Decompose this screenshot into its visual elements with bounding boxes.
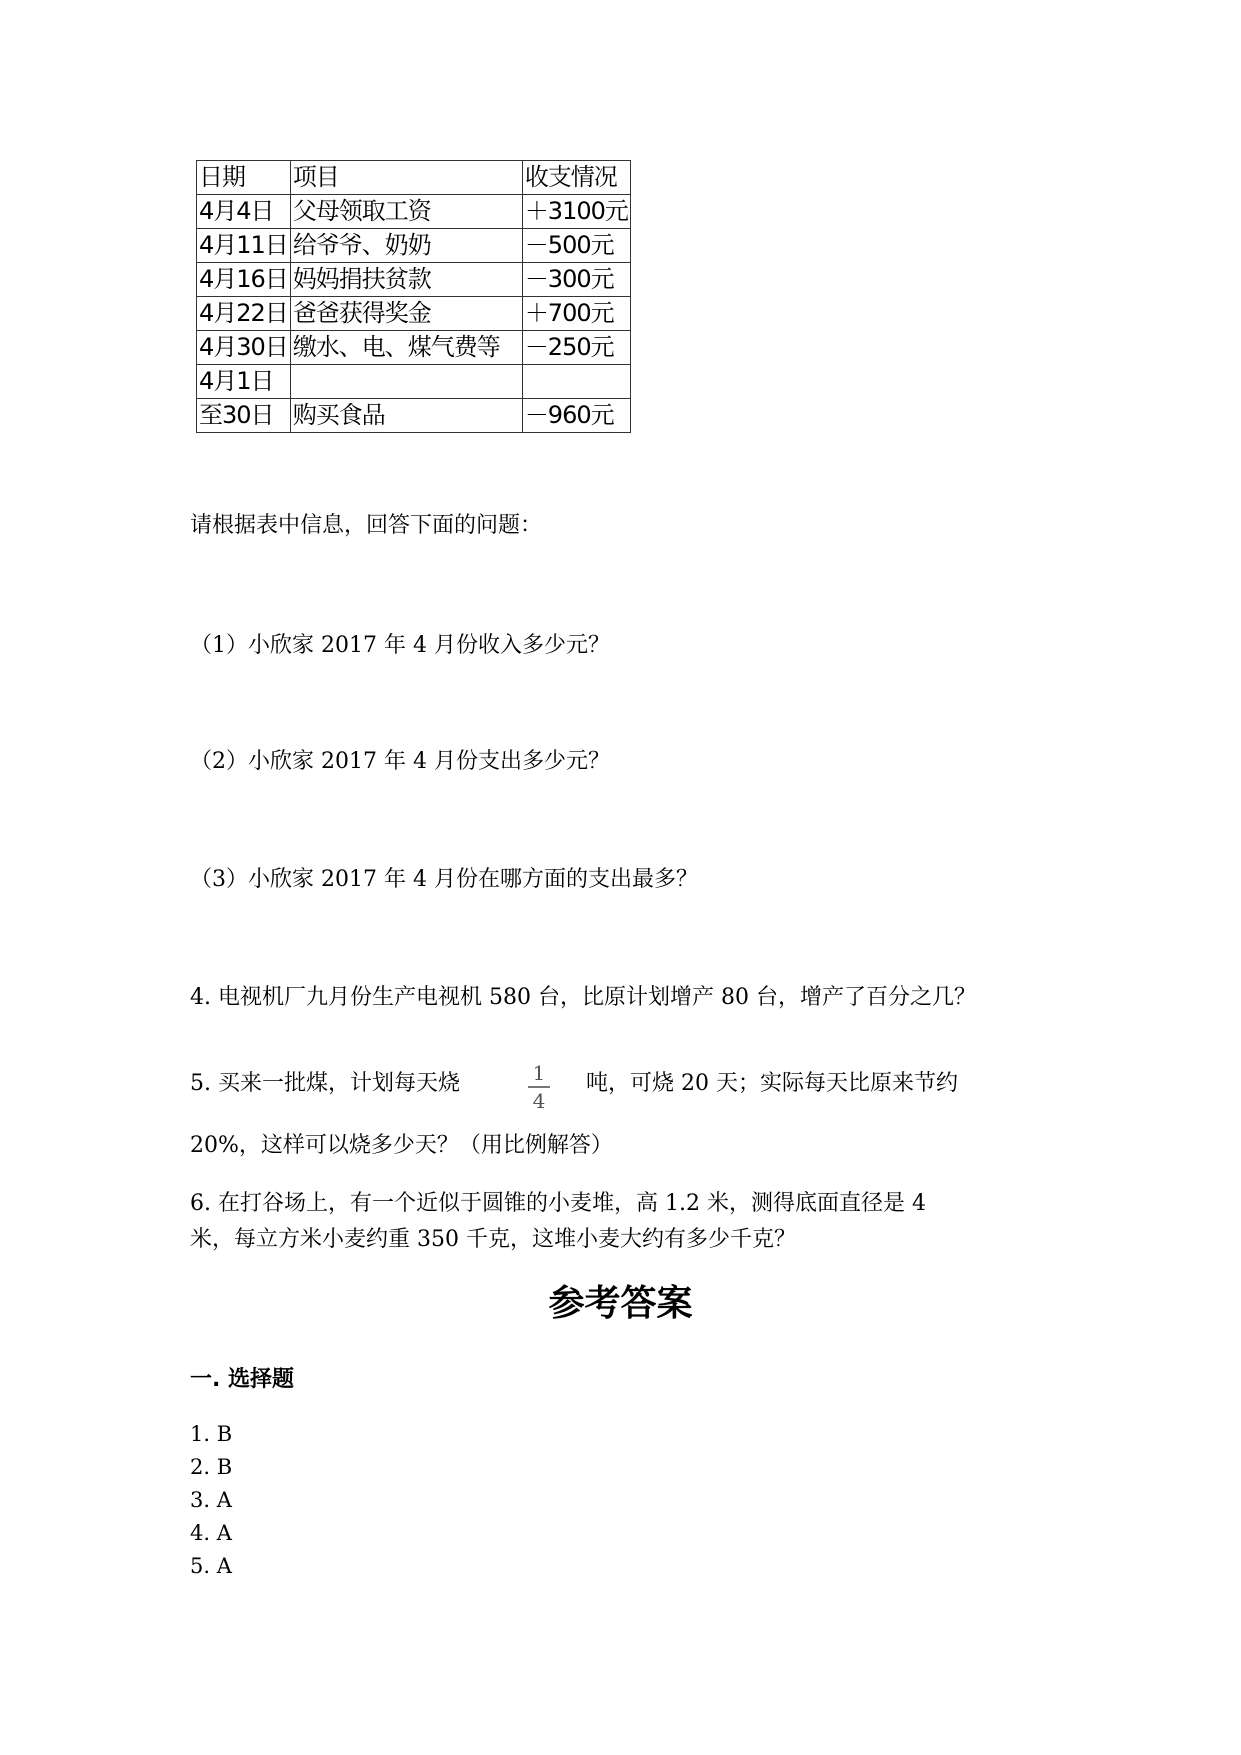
cell-amount: ＋3100元 [522,195,630,229]
cell-date: 4月30日 [197,331,291,365]
header-amount: 收支情况 [522,161,630,195]
cell-amount: －300元 [522,263,630,297]
cell-date: 4月11日 [197,229,291,263]
table-row [197,229,631,263]
cell-item: 购买食品 [290,399,522,433]
table-row [197,263,631,297]
fraction-bar [528,1086,550,1088]
question-3: （3）小欣家 2017 年 4 月份在哪方面的支出最多？ [190,867,698,892]
fraction-numerator: 1 [532,1061,546,1085]
instruction-text: 请根据表中信息，回答下面的问题： [190,513,543,538]
table-header-row [197,161,631,195]
table-row [197,365,631,399]
cell-item: 给爷爷、奶奶 [290,229,522,263]
answer-item: 3. A [190,1488,232,1512]
cell-item [290,365,522,399]
cell-amount: －500元 [522,229,630,263]
answer-item: 4. A [190,1521,232,1545]
cell-amount: －960元 [522,399,630,433]
fraction-denominator: 4 [532,1088,546,1113]
cell-item: 妈妈捐扶贫款 [290,263,522,297]
cell-item: 爸爸获得奖金 [290,297,522,331]
answers-title: 参考答案 [548,1283,693,1324]
fraction-one-quarter [528,1062,550,1112]
cell-amount: －250元 [522,331,630,365]
table-row [197,331,631,365]
table-row [197,399,631,433]
cell-item: 父母领取工资 [290,195,522,229]
cell-item: 缴水、电、煤气费等 [290,331,522,365]
cell-date: 4月22日 [197,297,291,331]
answer-item: 1. B [190,1422,233,1446]
answer-item: 2. B [190,1455,233,1479]
answer-item: 5. A [190,1554,232,1578]
cell-amount: ＋700元 [522,297,630,331]
income-expense-table [196,160,631,433]
question-1: （1）小欣家 2017 年 4 月份收入多少元？ [190,633,610,658]
header-date: 日期 [197,161,291,195]
problem-4: 4. 电视机厂九月份生产电视机 580 台，比原计划增产 80 台，增产了百分之几？ [190,985,976,1010]
problem-6-line1: 6. 在打谷场上，有一个近似于圆锥的小麦堆，高 1.2 米，测得底面直径是 4 [190,1191,926,1216]
problem-5-line2: 20%，这样可以烧多少天？（用比例解答） [190,1133,613,1158]
problem-5-part2: 吨，可烧 20 天；实际每天比原来节约 [586,1071,958,1096]
header-item: 项目 [290,161,522,195]
cell-date: 至30日 [197,399,291,433]
cell-date: 4月4日 [197,195,291,229]
section-title: 一. 选择题 [190,1367,295,1392]
problem-5-part1: 5. 买来一批煤，计划每天烧 [190,1071,460,1096]
cell-date: 4月16日 [197,263,291,297]
cell-amount [522,365,630,399]
cell-date: 4月1日 [197,365,291,399]
table-row [197,195,631,229]
question-2: （2）小欣家 2017 年 4 月份支出多少元？ [190,749,610,774]
table-row [197,297,631,331]
problem-6-line2: 米，每立方米小麦约重 350 千克，这堆小麦大约有多少千克？ [190,1227,796,1252]
